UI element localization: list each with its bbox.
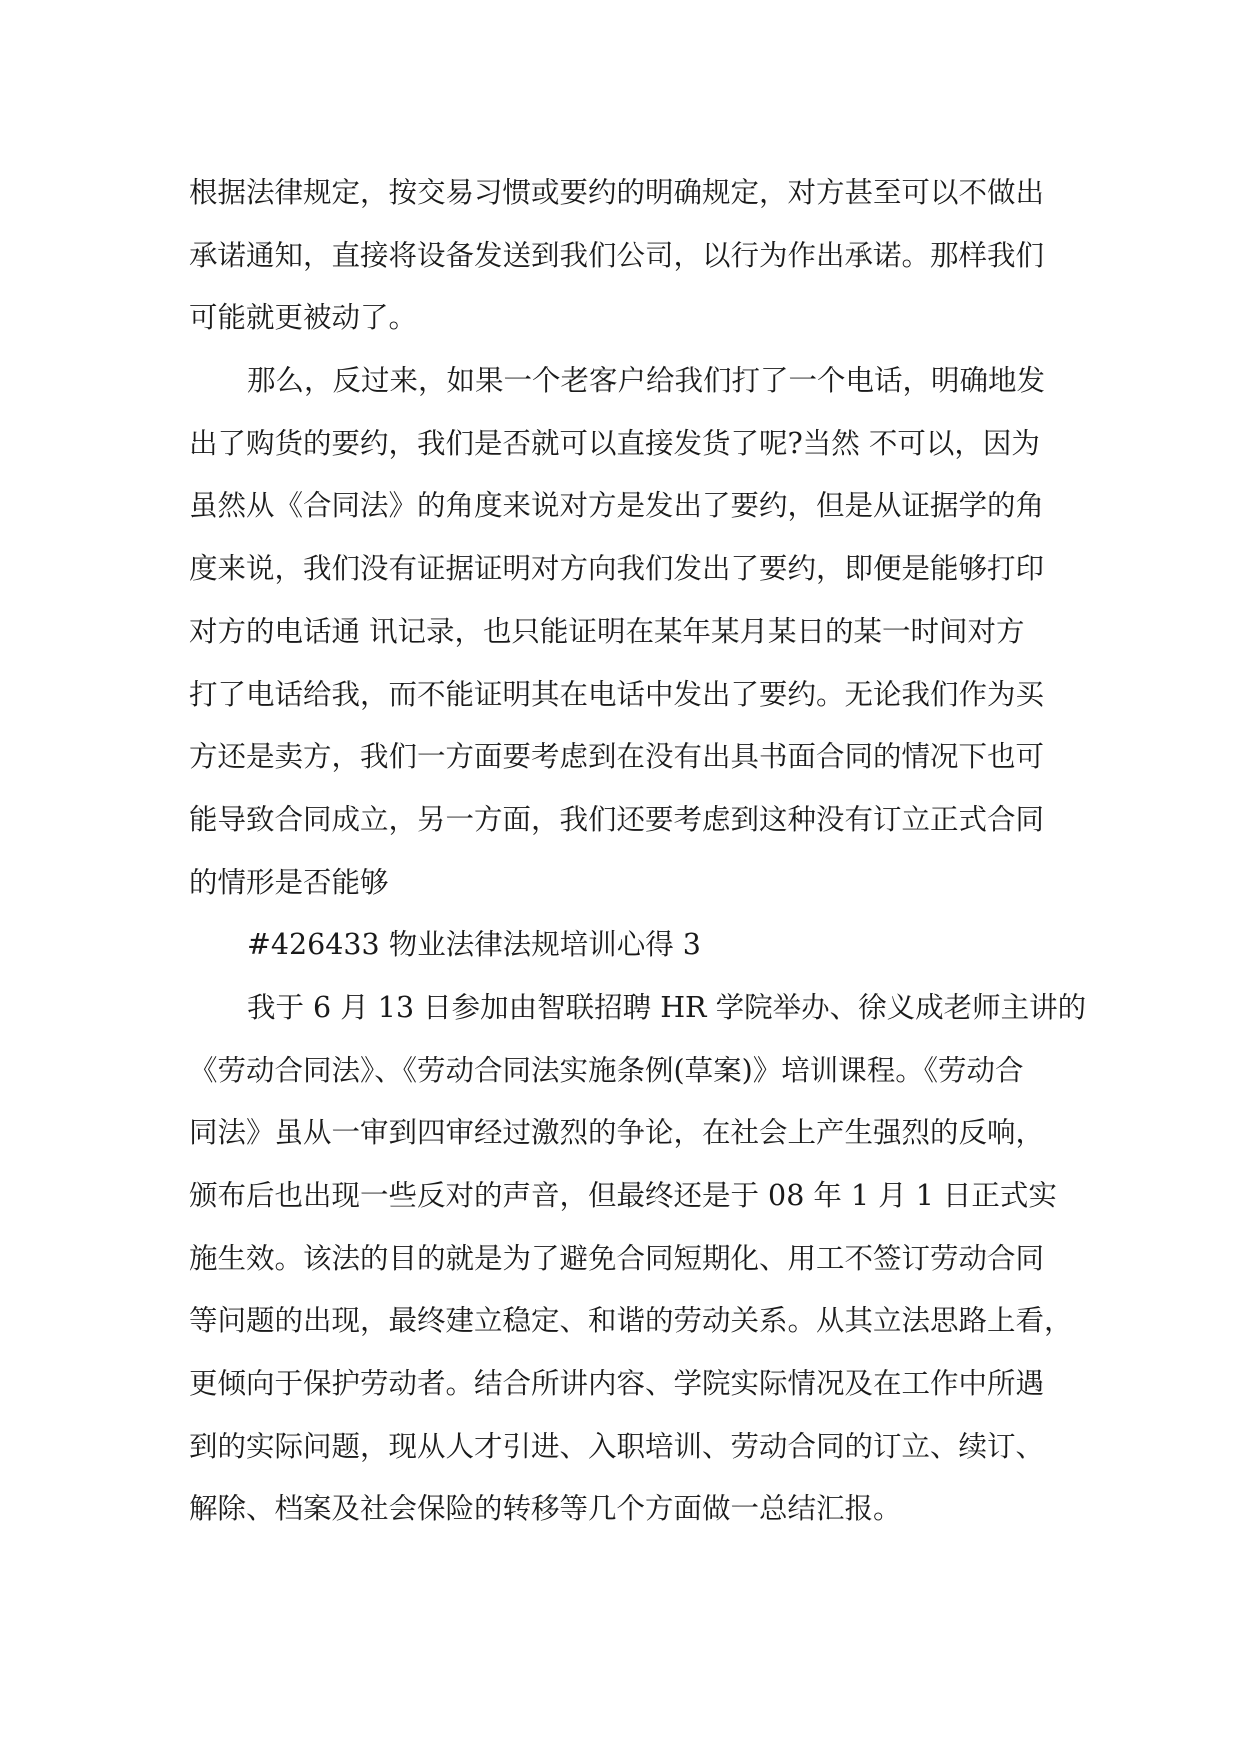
text-line: 方还是卖方，我们一方面要考虑到在没有出具书面合同的情况下也可	[189, 740, 1045, 774]
text-line: 施生效。该法的目的就是为了避免合同短期化、用工不签订劳动合同	[189, 1241, 1045, 1275]
section-heading: #426433 物业法律法规培训心得 3	[247, 928, 701, 962]
text-line: 的情形是否能够	[189, 865, 389, 899]
text-line: 虽然从《合同法》的角度来说对方是发出了要约，但是从证据学的角	[189, 489, 1045, 523]
text-line: 出了购货的要约，我们是否就可以直接发货了呢?当然 不可以，因为	[189, 426, 1040, 460]
document-body	[189, 162, 1087, 1541]
text-line: 《劳动合同法》、《劳动合同法实施条例(草案)》培训课程。《劳动合	[189, 1053, 1024, 1087]
text-line: 解除、档案及社会保险的转移等几个方面做一总结汇报。	[189, 1492, 902, 1526]
text-line: 颁布后也出现一些反对的声音，但最终还是于 08 年 1 月 1 日正式实	[189, 1179, 1057, 1212]
text-line: 同法》虽从一审到四审经过激烈的争论，在社会上产生强烈的反响，	[189, 1116, 1045, 1150]
text-line: 能导致合同成立，另一方面，我们还要考虑到这种没有订立正式合同	[189, 802, 1045, 836]
text-line: 到的实际问题，现从人才引进、入职培训、劳动合同的订立、续订、	[189, 1429, 1045, 1463]
text-line: 等问题的出现，最终建立稳定、和谐的劳动关系。从其立法思路上看，	[189, 1304, 1073, 1338]
text-line: 那么，反过来，如果一个老客户给我们打了一个电话，明确地发	[247, 364, 1046, 398]
text-line: 我于 6 月 13 日参加由智联招聘 HR 学院举办、徐义成老师主讲的	[247, 990, 1087, 1024]
text-line: 承诺通知，直接将设备发送到我们公司，以行为作出承诺。那样我们	[189, 238, 1045, 272]
text-line: 根据法律规定，按交易习惯或要约的明确规定，对方甚至可以不做出	[189, 176, 1045, 209]
text-line: 度来说，我们没有证据证明对方向我们发出了要约，即便是能够打印	[189, 552, 1045, 586]
text-line: 更倾向于保护劳动者。结合所讲内容、学院实际情况及在工作中所遇	[189, 1367, 1045, 1401]
text-line: 对方的电话通 讯记录，也只能证明在某年某月某日的某一时间对方	[189, 614, 1025, 648]
text-line: 可能就更被动了。	[189, 301, 418, 335]
text-line: 打了电话给我，而不能证明其在电话中发出了要约。无论我们作为买	[189, 677, 1045, 711]
